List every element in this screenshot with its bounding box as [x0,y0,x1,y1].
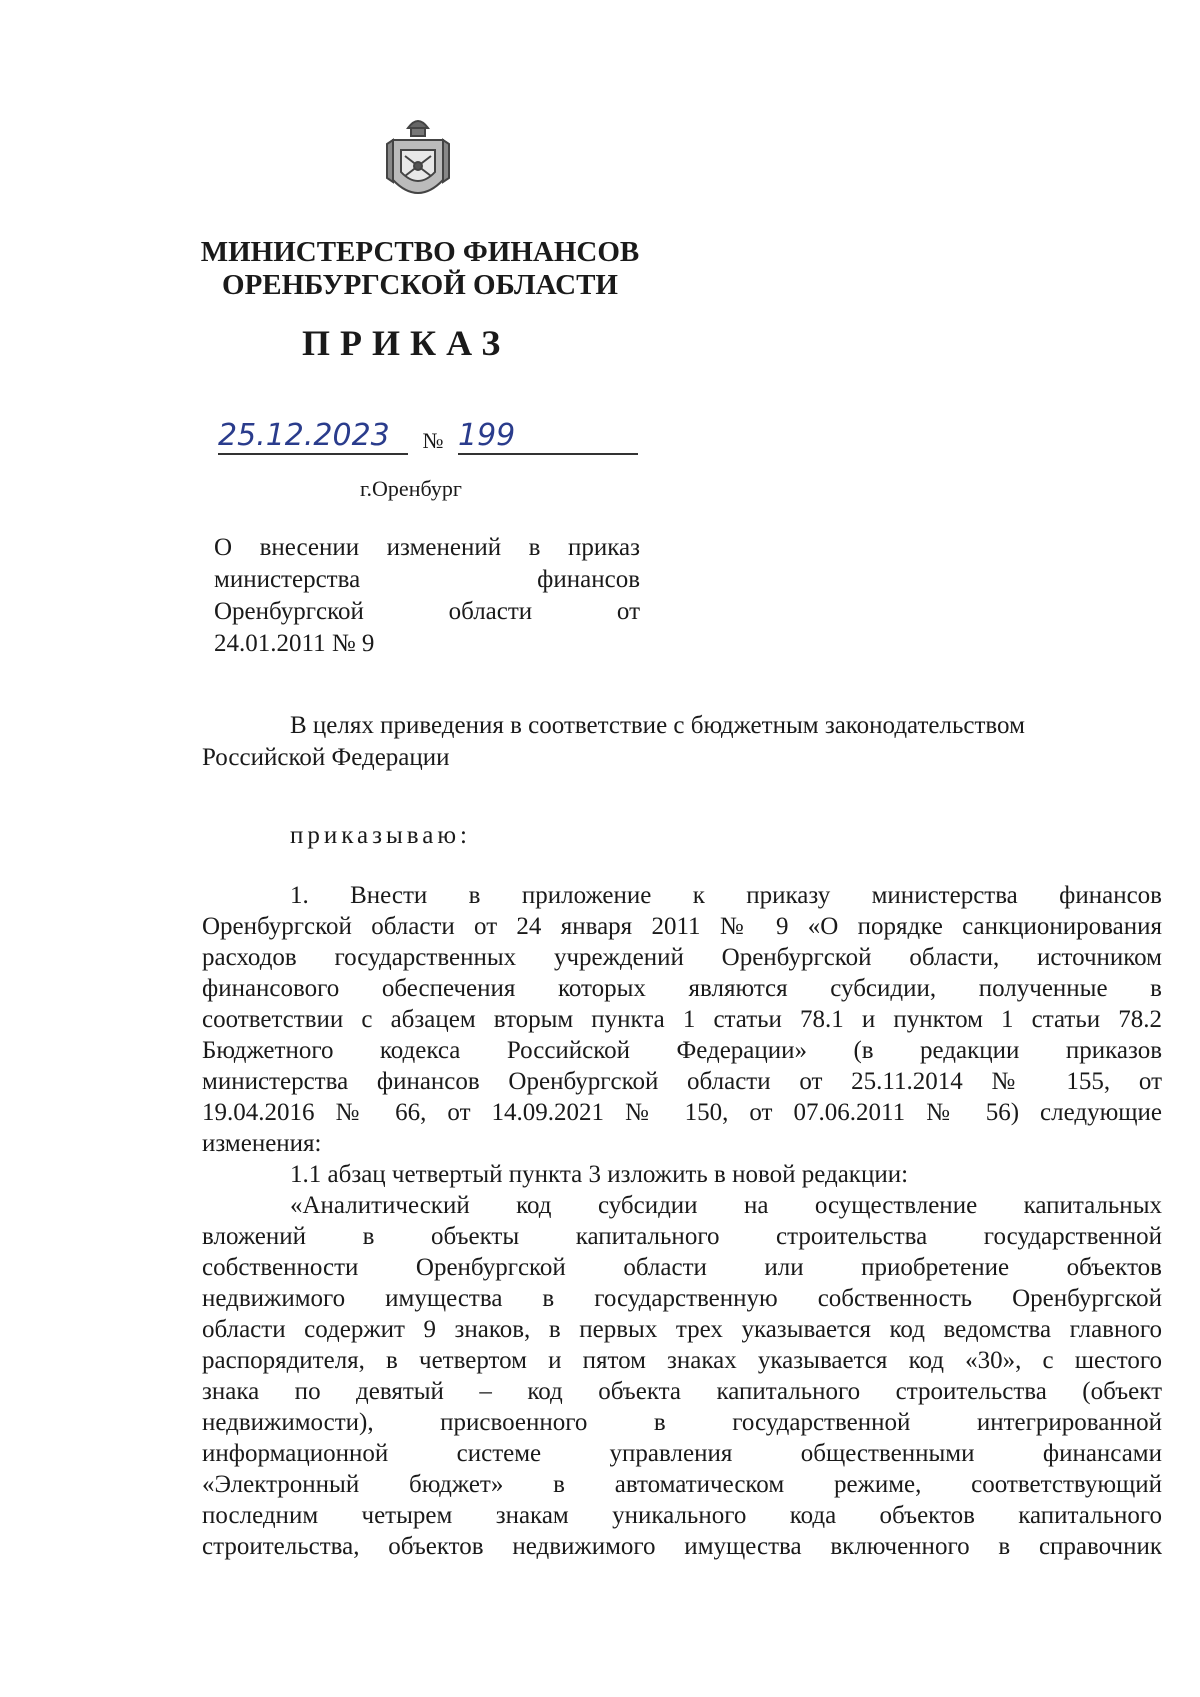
document-subject [214,532,640,660]
order-word: приказываю: [290,822,471,849]
preamble-line-1: В целях приведения в соответствие с бюджетным законодательством [290,712,1025,739]
body-line: «Аналитический код субсидии на осуществление капитальных [290,1192,1162,1219]
body-line: 19.04.2016 № 66, от 14.09.2021 № 150, от 07.06.2011 № 56) следующие [202,1099,1162,1126]
preamble-line-2: Российской Федерации [202,744,450,771]
body-line: расходов государственных учреждений Оренбургской области, источником [202,944,1162,971]
subject-line: О внесении изменений в приказ [214,534,640,561]
registration-line [218,418,638,458]
oblast-coat-of-arms-emblem-icon [383,110,453,210]
number-sign: № [422,428,444,453]
body-line: области содержит 9 знаков, в первых трех указывается код ведомства главного [202,1316,1162,1343]
body-line: министерства финансов Оренбургской области от 25.11.2014 № 155, от [202,1068,1162,1095]
body-line: соответствии с абзацем вторым пункта 1 статьи 78.1 и пунктом 1 статьи 78.2 [202,1006,1162,1033]
ministry-line-2: ОРЕНБУРГСКОЙ ОБЛАСТИ [222,269,618,301]
order-body [202,880,1162,1562]
body-line: Оренбургской области от 24 января 2011 № 9 «О порядке санкционирования [202,913,1162,940]
subject-line: 24.01.2011 № 9 [214,630,375,657]
body-line: последним четырем знакам уникального кода объектов капитального [202,1502,1162,1529]
body-line: собственности Оренбургской области или приобретение объектов [202,1254,1162,1281]
ministry-line-1: МИНИСТЕРСТВО ФИНАНСОВ [200,236,640,268]
body-line: строительства, объектов недвижимого имущества включенного в справочник [202,1533,1162,1560]
subject-line: министерства финансов [214,566,640,593]
body-line: финансового обеспечения которых являются субсидии, полученные в [202,975,1162,1002]
body-line: информационной системе управления общественными финансами [202,1440,1162,1467]
body-line: распорядителя, в четвертом и пятом знаках указывается код «30», с шестого [202,1347,1162,1374]
city-label: г.Оренбург [360,476,462,501]
body-line: изменения: [202,1130,322,1157]
handwritten-date: 25.12.2023 [218,418,408,455]
body-line: вложений в объекты капитального строительства государственной [202,1223,1162,1250]
handwritten-number: 199 [458,418,638,455]
body-line: Бюджетного кодекса Российской Федерации» (в редакции приказов [202,1037,1162,1064]
body-line: 1.1 абзац четвертый пункта 3 изложить в новой редакции: [290,1161,909,1188]
document-type-title: ПРИКАЗ [302,323,511,363]
body-line: «Электронный бюджет» в автоматическом режиме, соответствующий [202,1471,1162,1498]
ministry-name [200,236,640,302]
subject-line: Оренбургской области от [214,598,640,625]
body-line: недвижимости), присвоенного в государственной интегрированной [202,1409,1162,1436]
body-line: знака по девятый – код объекта капитального строительства (объект [202,1378,1162,1405]
body-line: 1. Внести в приложение к приказу министерства финансов [290,882,1162,909]
body-line: недвижимого имущества в государственную собственность Оренбургской [202,1285,1162,1312]
